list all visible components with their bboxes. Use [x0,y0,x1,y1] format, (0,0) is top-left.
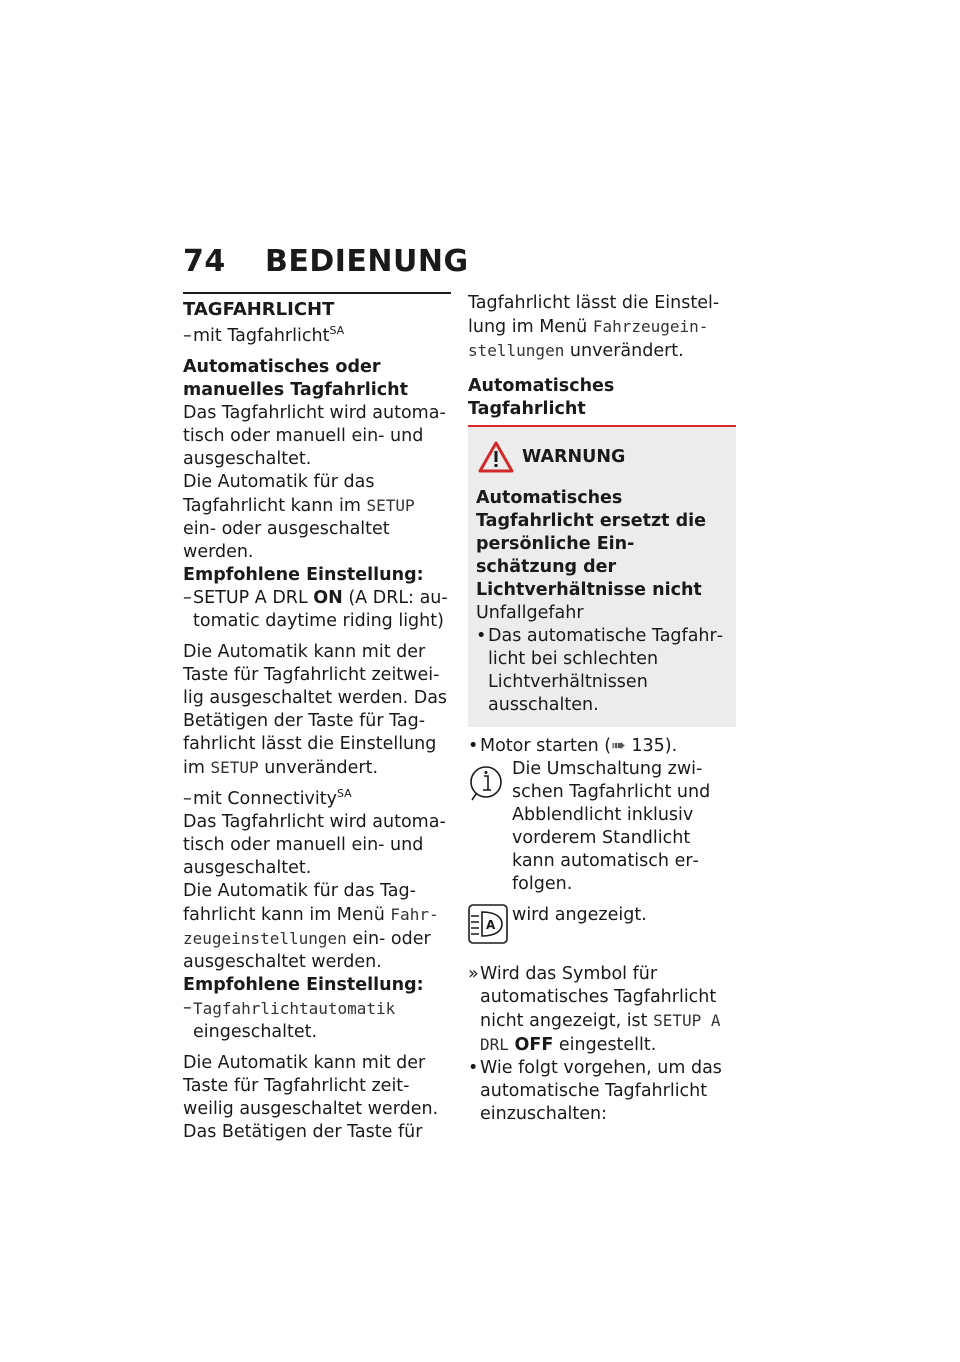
paragraph: Die Automatik kann mit der Taste für Tagfahrlicht zeitweilig ausgeschaltet werden. Das Betätigen der Taste für [183,1053,439,1142]
paragraph: Die Automatik für das Tagfahrlicht kann im Menü Fahrzeugeinstellungen ein- oder ausgeschaltet werden. [183,881,439,972]
paragraph: Die Automatik für das Tagfahrlicht kann im SETUP ein- oder ausgeschaltet werden. [183,472,415,562]
auto-daytime-light-icon [468,904,512,951]
recommended-setting-label: Empfohlene Einstellung: [183,565,424,585]
info-note: Die Umschaltung zwischen Tagfahrlicht und Abblendlicht inklusiv vorderem Standlicht kann automatisch erfolgen. [468,758,736,896]
heading-tagfahrlicht: TAGFAHRLICHT [183,299,335,320]
left-column [183,292,451,1144]
symbol-note: A wird angezeigt. [468,904,736,951]
right-column [468,292,736,1126]
section-title: BEDIENUNG [265,244,469,279]
subheading-auto-daytime: Automatisches Tagfahrlicht [468,376,615,419]
subheading-auto-manual: Automatisches oder manuelles Tagfahrlicht [183,357,408,400]
page-ref-arrow-icon: ➠ [611,736,632,756]
recommended-setting: – Tagfahrlichtautomatik eingeschaltet. [183,997,451,1044]
svg-text:A: A [486,918,496,932]
warning-header: WARNUNG [476,441,728,473]
step-enable: • Wie folgt vorgehen, um das automatische Tagfahrlicht einzuschalten: [468,1057,736,1126]
step-start-engine: • Motor starten (➠ 135). [468,735,736,758]
section-rule [183,292,451,294]
paragraph: Die Automatik kann mit der Taste für Tagfahrlicht zeitweilig ausgeschaltet werden. Das Betätigen der Taste für Tagfahrlicht lässt die Einstellung im SETUP unverändert. [183,642,448,778]
warning-risk: Unfallgefahr [476,603,584,623]
page-header [183,244,469,279]
warning-instruction: • Das automatische Tagfahrlicht bei schlechten Lichtverhältnissen ausschalten. [476,625,728,717]
option-tagfahrlicht: – mit Tagfahrlicht$^{SA}$ [183,325,451,348]
result-note: » Wird das Symbol für automatisches Tagfahrlicht nicht angezeigt, ist SETUP A DRL OFF eingestellt. [468,963,736,1057]
warning-triangle-icon [478,441,514,473]
paragraph: Tagfahrlicht lässt die Einstellung im Menü Fahrzeugeinstellungen unverändert. [468,293,720,361]
recommended-setting-label: Empfohlene Einstellung: [183,975,424,995]
paragraph: Das Tagfahrlicht wird automatisch oder manuell ein- und ausgeschaltet. [183,812,446,878]
info-icon [468,758,512,811]
warning-box [468,427,736,727]
option-connectivity: – mit Connectivity$^{SA}$ [183,788,451,811]
paragraph: Das Tagfahrlicht wird automatisch oder manuell ein- und ausgeschaltet. [183,403,446,469]
recommended-setting: – SETUP A DRL ON (A DRL: automatic daytime riding light) [183,587,451,633]
warning-statement: Automatisches Tagfahrlicht ersetzt die persönliche Einschätzung der Lichtverhältnisse nicht [476,488,707,600]
page-number: 74 [183,244,226,279]
